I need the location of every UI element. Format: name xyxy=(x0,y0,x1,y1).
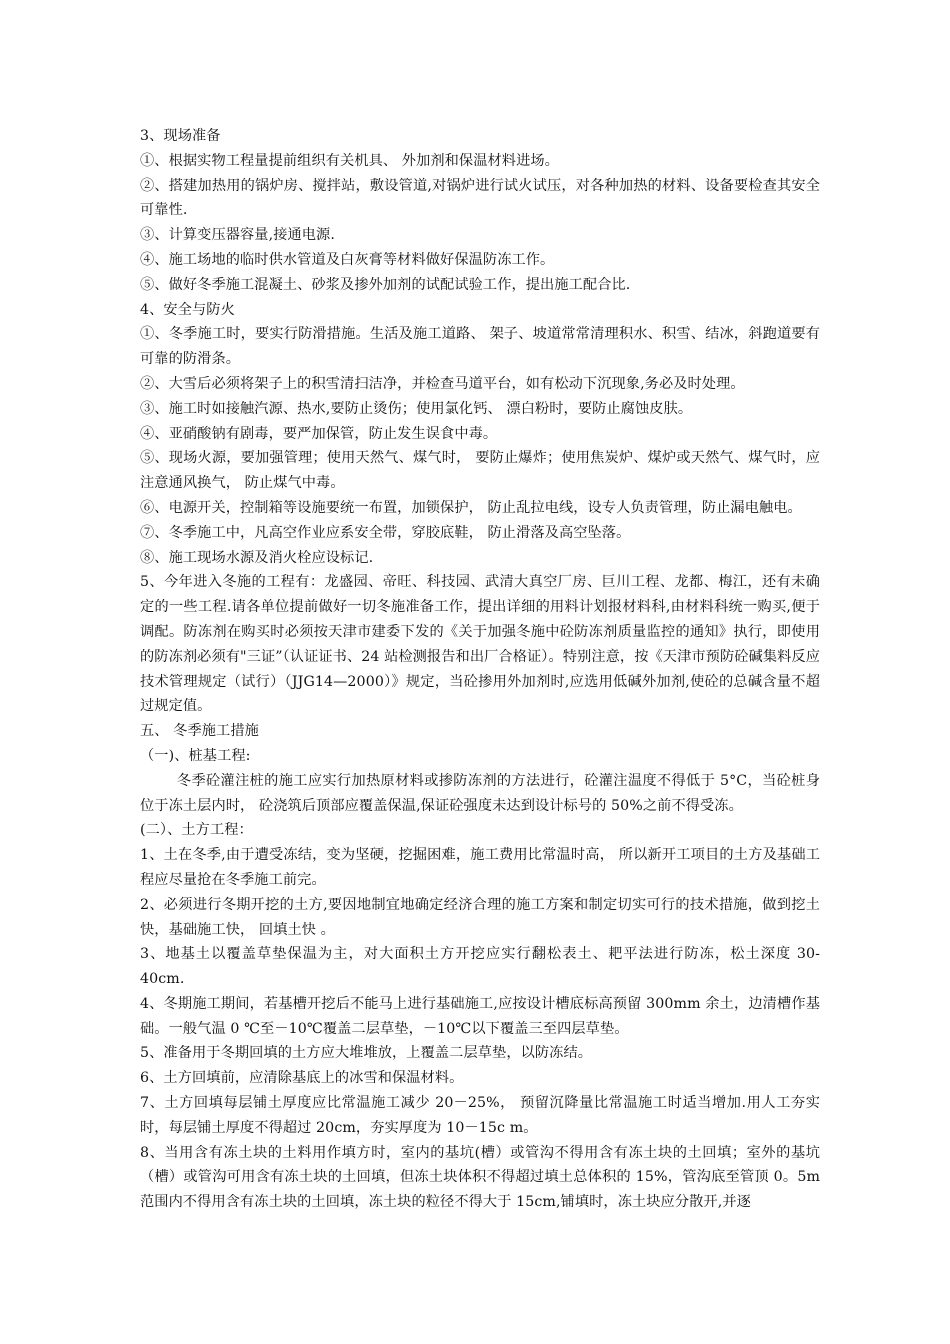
list-item: 3、地基土以覆盖草垫保温为主，对大面积土方开挖应实行翻松表土、耙平法进行防冻，松土深度 30-40cm. xyxy=(140,946,820,988)
list-item: ①、根据实物工程量提前组织有关机具、 外加剂和保温材料进场。 xyxy=(140,152,559,169)
list-item: 1、土在冬季,由于遭受冻结，变为坚硬，挖掘困难，施工费用比常温时高， 所以新开工项目的土方及基础工程应尽量抢在冬季施工前完。 xyxy=(140,847,820,888)
subsection-heading-pile-foundation: （一)、桩基工程: xyxy=(140,747,251,764)
document-body xyxy=(140,124,820,1215)
list-item: ①、冬季施工时，要实行防滑措施。生活及施工道路、 架子、坡道常常清理积水、积雪、结冰，斜跑道要有可靠的防滑条。 xyxy=(140,326,820,368)
list-item: ⑤、做好冬季施工混凝土、砂浆及掺外加剂的试配试验工作，提出施工配合比. xyxy=(140,276,631,293)
list-item: ⑤、现场火源，要加强管理；使用天然气、煤气时， 要防止爆炸；使用焦炭炉、煤炉或天然气、煤气时，应注意通风换气， 防止煤气中毒。 xyxy=(140,450,820,492)
heading-site-preparation: 3、现场准备 xyxy=(140,128,221,144)
list-item: 8、当用含有冻土块的土料用作填方时，室内的基坑(槽）或管沟不得用含有冻土块的土回填；室外的基坑（槽）或管沟可用含有冻土块的土回填，但冻土块体积不得超过填土总体积的 15%，管沟底至管顶 0。5m 范围内不得用含有冻土块的土回填，冻土块的粒径不得大于 15cm,铺填时，冻土块应分散开,并逐 xyxy=(140,1144,820,1211)
list-item: ③、计算变压器容量,接通电源. xyxy=(140,227,335,244)
heading-safety-fire: 4、安全与防火 xyxy=(140,301,235,318)
list-item: 2、必须进行冬期开挖的土方,要因地制宜地确定经济合理的施工方案和制定切实可行的技术措施，做到挖土快，基础施工快， 回填土快 。 xyxy=(140,896,820,938)
list-item: ⑦、冬季施工中，凡高空作业应系安全带，穿胶底鞋， 防止滑落及高空坠落。 xyxy=(140,524,631,541)
list-item: 7、土方回填每层铺土厚度应比常温施工减少 20－25%， 预留沉降量比常温施工时适当增加.用人工夯实时，每层铺土厚度不得超过 20cm，夯实厚度为 10－15c m。 xyxy=(140,1095,820,1136)
list-item: ④、施工场地的临时供水管道及白灰膏等材料做好保温防冻工作。 xyxy=(140,251,555,268)
pile-foundation-paragraph: 冬季砼灌注桩的施工应实行加热原材料或掺防冻剂的方法进行，砼灌注温度不得低于 5°C，当砼桩身位于冻土层内时， 砼浇筑后顶部应覆盖保温,保证砼强度未达到设计标号的 50%之前不得受冻。 xyxy=(140,772,820,814)
list-item: ③、施工时如接触汽源、热水,要防止烫伤；使用氯化钙、 漂白粉时，要防止腐蚀皮肤。 xyxy=(140,400,693,417)
subsection-heading-earthwork: (二）、土方工程： xyxy=(140,822,253,839)
list-item: ④、亚硝酸钠有剧毒，要严加保管，防止发生误食中毒。 xyxy=(140,425,498,442)
list-item: ⑥、电源开关，控制箱等设施要统一布置，加锁保护， 防止乱拉电线，设专人负责管理，防止漏电触电。 xyxy=(140,499,802,516)
list-item: ⑧、施工现场水源及消火栓应设标记. xyxy=(140,549,374,566)
list-item: ②、大雪后必须将架子上的积雪清扫洁净，并检查马道平台，如有松动下沉现象,务必及时处理。 xyxy=(140,375,745,392)
section-heading-winter-measures: 五、 冬季施工措施 xyxy=(140,723,259,740)
list-item: 4、冬期施工期间，若基槽开挖后不能马上进行基础施工,应按设计槽底标高预留 300mm 余土，边清槽作基础。一般气温 0 ℃至－10℃覆盖二层草垫，－10℃以下覆盖三至四层草垫。 xyxy=(140,995,820,1037)
list-item: 5、准备用于冬期回填的土方应大堆堆放，上覆盖二层草垫，以防冻结。 xyxy=(140,1045,593,1062)
list-item: ②、搭建加热用的锅炉房、搅拌站，敷设管道,对锅炉进行试火试压，对各种加热的材料、设备要检查其安全可靠性. xyxy=(140,177,820,219)
list-item: 6、土方回填前，应清除基底上的冰雪和保温材料。 xyxy=(140,1070,464,1087)
winter-projects-paragraph: 5、今年进入冬施的工程有：龙盛园、帝旺、科技园、武清大真空厂房、巨川工程、龙都、梅江，还有未确定的一些工程.请各单位提前做好一切冬施准备工作，提出详细的用料计划报材料科,由材料科统一购买,便于调配。防冻剂在购买时必须按天津市建委下发的《关于加强冬施中砼防冻剂质量监控的通知》执行，即使用的防冻剂必须有"三证”（认证证书、24 站检测报告和出厂合格证）。特别注意，按《天津市预防砼碱集料反应技术管理规定（试行）（JJG14—2000）》规定，当砼掺用外加剂时,应选用低碱外加剂,使砼的总碱含量不超过规定值。 xyxy=(140,574,820,715)
